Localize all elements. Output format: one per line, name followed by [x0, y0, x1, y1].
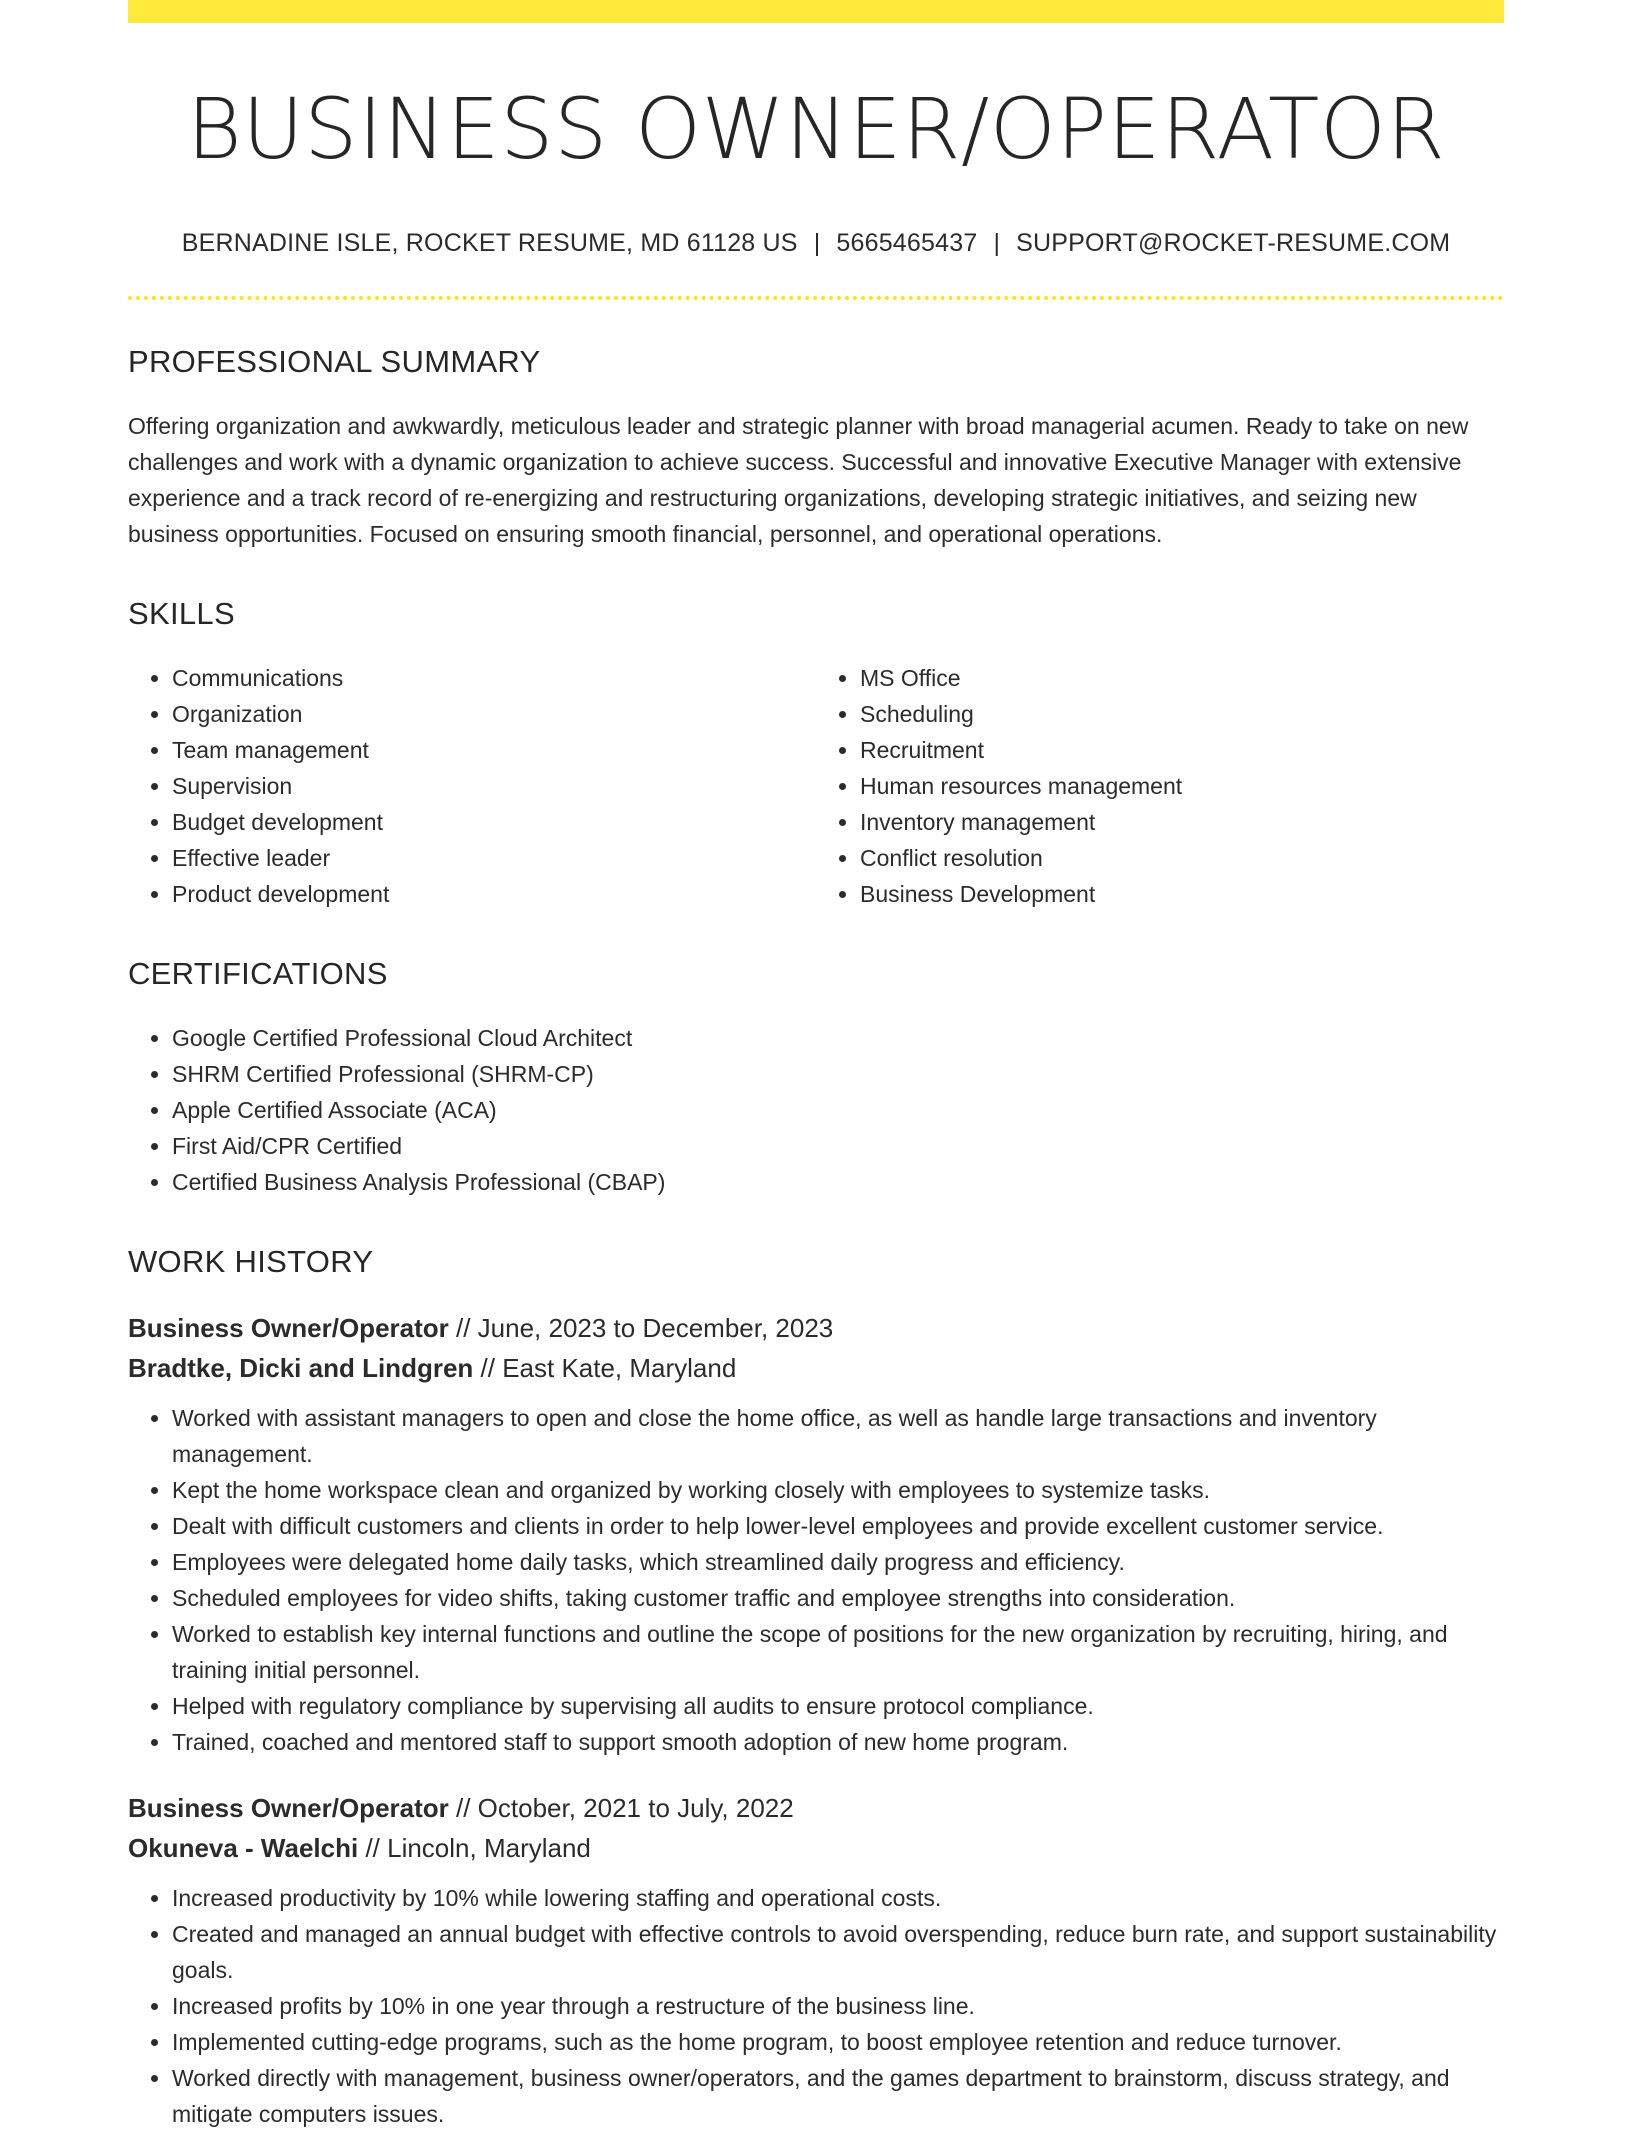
skill-item: • Business Development [860, 876, 1504, 912]
contact-email: SUPPORT@ROCKET-RESUME.COM [1016, 229, 1451, 258]
job-company-line [128, 1828, 1504, 1868]
summary-text: Offering organization and awkwardly, meticulous leader and strategic planner with broad managerial acumen. Ready to take on new challenges and work with a dynamic organization to achieve success. Successful and innovative Executive Manager with extensive experience and a track record of re-energizing and restructuring organizations, developing strategic initiatives, and seizing new business opportunities. Focused on ensuring smooth financial, personnel, and operational operations. [128, 413, 1469, 548]
skill-item: • Product development [172, 876, 816, 912]
job-title-line [128, 1788, 1504, 1828]
job-bullets [128, 1400, 1504, 1760]
certification-item: • First Aid/CPR Certified [172, 1128, 1504, 1164]
job-bullet: • Dealt with difficult customers and clients in order to help lower-level employees and provide excellent customer service. [172, 1508, 1504, 1544]
job-dates: // October, 2021 to July, 2022 [448, 1793, 794, 1824]
contact-separator: | [813, 229, 821, 258]
accent-bar [128, 0, 1504, 23]
certification-item: • SHRM Certified Professional (SHRM-CP) [172, 1056, 1504, 1092]
job-bullet: • Implemented cutting-edge programs, such as the home program, to boost employee retention and reduce turnover. [172, 2024, 1504, 2060]
skill-item: • Organization [172, 696, 816, 732]
job-bullet: • Helped with regulatory compliance by supervising all audits to ensure protocol compliance. [172, 1688, 1504, 1724]
skill-item: • Conflict resolution [860, 840, 1504, 876]
contact-phone: 5665465437 [836, 229, 978, 258]
job-bullet: • Kept the home workspace clean and organized by working closely with employees to systemize tasks. [172, 1472, 1504, 1508]
job-company: Okuneva - Waelchi [128, 1833, 359, 1864]
job-dates: // June, 2023 to December, 2023 [448, 1313, 834, 1344]
job-bullet: • Increased productivity by 10% while lowering staffing and operational costs. [172, 1880, 1504, 1916]
skill-item: • Human resources management [860, 768, 1504, 804]
job-title-line [128, 1308, 1504, 1348]
job-bullet: • Scheduled employees for video shifts, taking customer traffic and employee strengths into consideration. [172, 1580, 1504, 1616]
certifications-section [128, 956, 1504, 1200]
skills-columns [128, 660, 1504, 912]
skill-item: • MS Office [860, 660, 1504, 696]
job-company: Bradtke, Dicki and Lindgren [128, 1353, 474, 1384]
summary-heading: PROFESSIONAL SUMMARY [128, 344, 541, 380]
job-location: // Lincoln, Maryland [358, 1833, 591, 1864]
skills-list-right [816, 660, 1504, 912]
job-bullet: • Employees were delegated home daily tasks, which streamlined daily progress and efficiency. [172, 1544, 1504, 1580]
job-entry [128, 1788, 1504, 2132]
job-company-line [128, 1348, 1504, 1388]
resume-content [128, 0, 1504, 2132]
certifications-list [128, 1020, 1504, 1200]
certification-item: • Certified Business Analysis Professional (CBAP) [172, 1164, 1504, 1200]
skills-section [128, 596, 1504, 912]
skill-item: • Effective leader [172, 840, 816, 876]
job-bullet: • Worked directly with management, business owner/operators, and the games department to brainstorm, discuss strategy, and mitigate computers issues. [172, 2060, 1504, 2132]
certification-item: • Apple Certified Associate (ACA) [172, 1092, 1504, 1128]
job-bullet: • Created and managed an annual budget with effective controls to avoid overspending, reduce burn rate, and support sustainability goals. [172, 1916, 1504, 1988]
job-bullet: • Increased profits by 10% in one year through a restructure of the business line. [172, 1988, 1504, 2024]
dotted-divider [128, 296, 1504, 300]
certifications-heading: CERTIFICATIONS [128, 956, 388, 992]
job-bullet: • Trained, coached and mentored staff to support smooth adoption of new home program. [172, 1724, 1504, 1760]
work-history-section [128, 1244, 1504, 2132]
skill-item: • Team management [172, 732, 816, 768]
skill-item: • Recruitment [860, 732, 1504, 768]
skills-heading: SKILLS [128, 596, 235, 632]
job-title: Business Owner/Operator [128, 1313, 449, 1344]
skill-item: • Scheduling [860, 696, 1504, 732]
job-entry [128, 1308, 1504, 1760]
contact-separator: | [993, 229, 1001, 258]
skill-item: • Inventory management [860, 804, 1504, 840]
skill-item: • Communications [172, 660, 816, 696]
work-history-heading: WORK HISTORY [128, 1244, 374, 1280]
contact-line [128, 229, 1504, 258]
skill-item: • Supervision [172, 768, 816, 804]
job-bullet: • Worked with assistant managers to open and close the home office, as well as handle large transactions and inventory management. [172, 1400, 1504, 1472]
job-bullet: • Worked to establish key internal functions and outline the scope of positions for the new organization by recruiting, hiring, and training initial personnel. [172, 1616, 1504, 1688]
contact-address: BERNADINE ISLE, ROCKET RESUME, MD 61128 US [181, 229, 798, 258]
resume-title: BUSINESS OWNER/OPERATOR [186, 80, 1446, 178]
job-bullets [128, 1880, 1504, 2132]
skills-list-left [128, 660, 816, 912]
job-title: Business Owner/Operator [128, 1793, 449, 1824]
skill-item: • Budget development [172, 804, 816, 840]
certification-item: • Google Certified Professional Cloud Architect [172, 1020, 1504, 1056]
job-location: // East Kate, Maryland [473, 1353, 737, 1384]
summary-section [128, 344, 1504, 552]
